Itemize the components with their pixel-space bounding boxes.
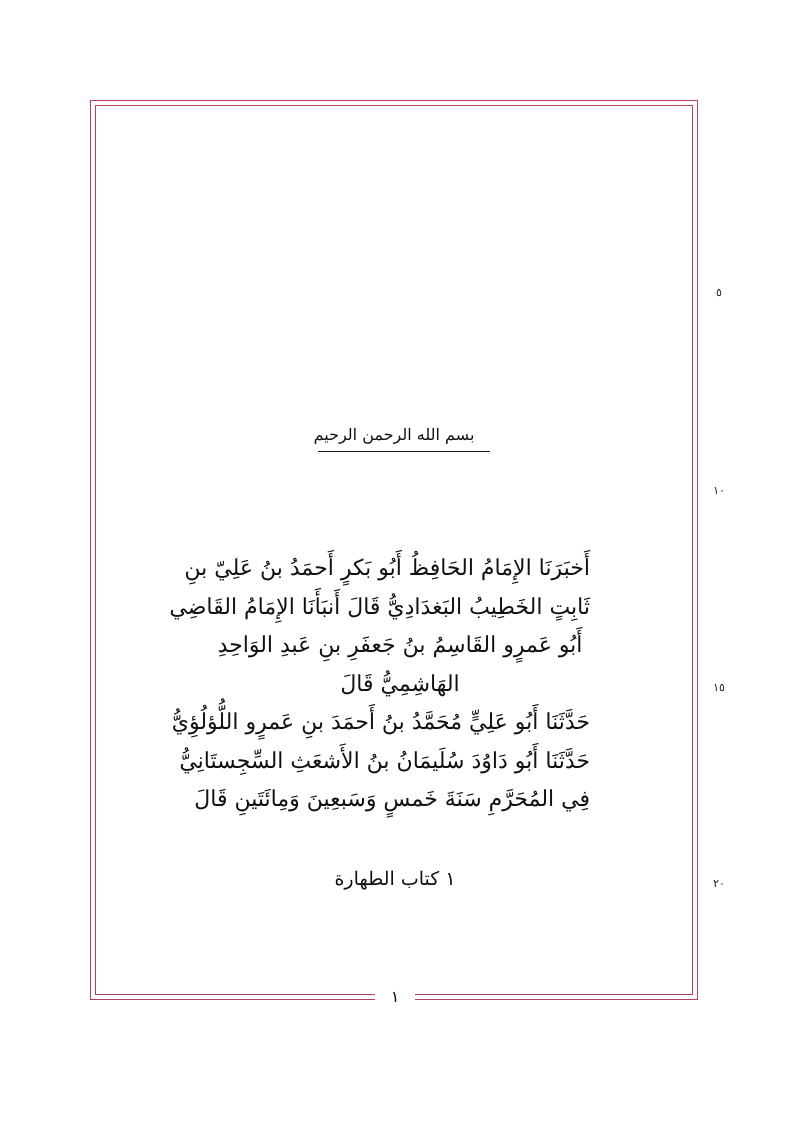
text-line: أَبُو عَمرٍو القَاسِمُ بنُ جَعفَرِ بنِ عَبدِ الوَاحِدِ bbox=[217, 633, 583, 658]
text-line: حَدَّثَنَا أَبُو عَلِيٍّ مُحَمَّدُ بنُ أَحمَدَ بنِ عَمرٍو اللُّؤلُؤِيُّ bbox=[171, 710, 590, 735]
margin-line-number: ٥ bbox=[716, 286, 722, 299]
basmala-text: بسم الله الرحمن الرحيم bbox=[313, 425, 475, 444]
chapter-heading: ١ كتاب الطهارة bbox=[334, 868, 456, 890]
text-line: ثَابِتٍ الخَطِيبُ البَغدَادِيُّ قَالَ أَنبَأَنَا الإِمَامُ القَاضِي bbox=[169, 594, 590, 620]
basmala-heading bbox=[270, 425, 518, 465]
margin-line-number: ١٥ bbox=[713, 681, 725, 694]
margin-line-number: ٢٠ bbox=[713, 877, 725, 890]
margin-line-number: ١٠ bbox=[713, 484, 725, 497]
basmala-stroke bbox=[318, 451, 490, 452]
text-line: حَدَّثَنَا أَبُو دَاوُدَ سُلَيمَانُ بنُ الأَشعَثِ السِّجِستَانِيُّ bbox=[179, 748, 590, 774]
text-line: الهَاشِمِيُّ قَالَ bbox=[340, 671, 460, 697]
text-line: فِي المُحَرَّمِ سَنَةَ خَمسٍ وَسَبعِينَ وَمِائَتَينِ قَالَ bbox=[194, 787, 590, 812]
text-line: أَخبَرَنَا الإِمَامُ الحَافِظُ أَبُو بَكرٍ أَحمَدُ بنُ عَلِيّ بنِ bbox=[184, 556, 590, 581]
page-number: ١ bbox=[375, 985, 415, 1009]
isnad-text-block bbox=[169, 550, 590, 820]
